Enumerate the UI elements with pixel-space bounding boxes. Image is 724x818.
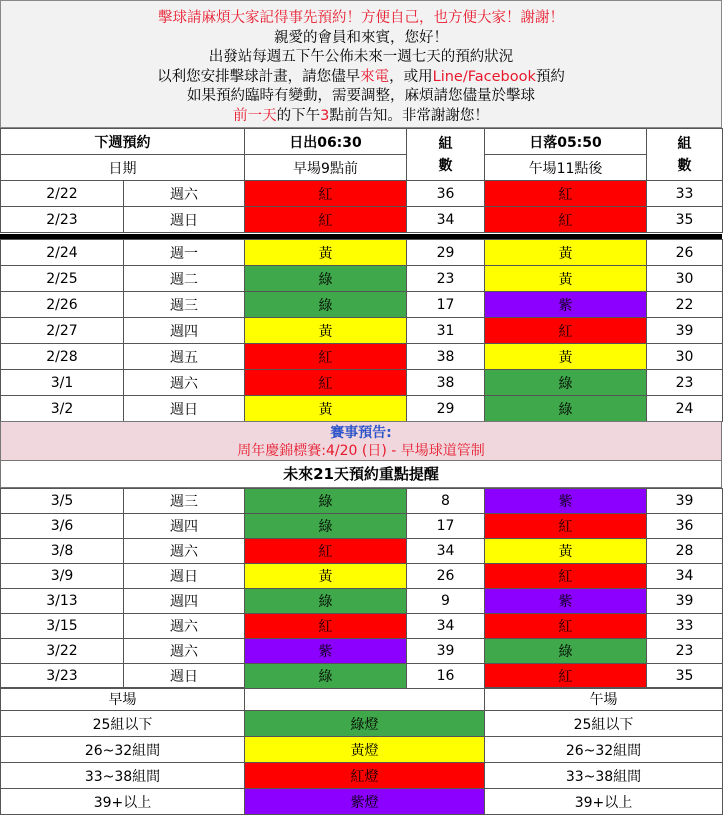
schedule-table-future xyxy=(0,488,723,689)
legend-range-afternoon: 26~32組間 xyxy=(485,737,723,763)
am-status-cell: 黃 xyxy=(245,564,407,589)
am-status-cell: 綠 xyxy=(245,292,407,318)
pm-group-count: 34 xyxy=(647,564,723,589)
header-phone-text: 來電 xyxy=(360,68,390,85)
am-status-cell: 紅 xyxy=(245,207,407,233)
row-weekday: 週四 xyxy=(124,589,245,614)
row-weekday: 週四 xyxy=(124,318,245,344)
future-rows xyxy=(1,489,723,689)
am-group-count: 16 xyxy=(407,664,485,689)
legend-range-morning: 26~32組間 xyxy=(1,737,245,763)
header-line-4-e: 預約 xyxy=(535,68,565,85)
row-weekday: 週六 xyxy=(124,181,245,207)
pm-status-cell: 綠 xyxy=(485,396,647,422)
row-date: 2/23 xyxy=(1,207,124,233)
legend-row xyxy=(1,763,723,789)
legend-light: 黃燈 xyxy=(245,737,485,763)
schedule-row xyxy=(1,240,723,266)
morning-note: 早場9點前 xyxy=(245,155,407,181)
legend-light: 紅燈 xyxy=(245,763,485,789)
am-group-count: 38 xyxy=(407,370,485,396)
event-notice xyxy=(0,421,722,461)
schedule-table-top xyxy=(0,128,723,233)
legend-afternoon-heading: 午場 xyxy=(485,688,723,711)
am-group-count: 9 xyxy=(407,589,485,614)
am-group-count: 39 xyxy=(407,639,485,664)
am-group-count: 8 xyxy=(407,489,485,514)
am-groups-heading xyxy=(407,129,485,181)
week-rows xyxy=(1,240,723,422)
schedule-table-week xyxy=(0,239,723,422)
legend-table xyxy=(0,687,723,815)
am-group-count: 38 xyxy=(407,344,485,370)
legend-rows xyxy=(1,711,723,815)
row-weekday: 週日 xyxy=(124,664,245,689)
row-date: 3/1 xyxy=(1,370,124,396)
am-groups-text: 組 數 xyxy=(438,135,453,174)
sunrise-heading: 日出06:30 xyxy=(245,129,407,155)
am-group-count: 31 xyxy=(407,318,485,344)
legend-range-afternoon: 25組以下 xyxy=(485,711,723,737)
header-line-3: 出發站每週五下午公佈未來一週七天的預約狀況 xyxy=(208,49,514,65)
am-group-count: 34 xyxy=(407,614,485,639)
pm-status-cell: 黃 xyxy=(485,266,647,292)
legend-range-morning: 33~38組間 xyxy=(1,763,245,789)
pm-status-cell: 紫 xyxy=(485,589,647,614)
row-weekday: 週六 xyxy=(124,370,245,396)
afternoon-note: 午場11點後 xyxy=(485,155,647,181)
next-week-heading: 下週預約 xyxy=(1,129,245,155)
legend-range-afternoon: 33~38組間 xyxy=(485,763,723,789)
header-day-before: 前一天 xyxy=(233,107,277,124)
schedule-row xyxy=(1,639,723,664)
pm-groups-heading xyxy=(647,129,723,181)
row-date: 3/23 xyxy=(1,664,124,689)
pm-status-cell: 紅 xyxy=(485,664,647,689)
am-group-count: 34 xyxy=(407,207,485,233)
future-heading: 未來21天預約重點提醒 xyxy=(0,461,722,488)
row-weekday: 週日 xyxy=(124,564,245,589)
am-status-cell: 黃 xyxy=(245,396,407,422)
row-date: 2/28 xyxy=(1,344,124,370)
pm-status-cell: 黃 xyxy=(485,240,647,266)
am-group-count: 26 xyxy=(407,564,485,589)
pm-status-cell: 紫 xyxy=(485,292,647,318)
header-line-1: 擊球請麻煩大家記得事先預約！方便自己，也方便大家！謝謝！ xyxy=(158,10,564,26)
row-date: 3/22 xyxy=(1,639,124,664)
am-group-count: 36 xyxy=(407,181,485,207)
am-status-cell: 紅 xyxy=(245,614,407,639)
header-line-4-a: 以利您安排擊球計畫，請您儘早 xyxy=(157,68,361,85)
legend-morning-heading: 早場 xyxy=(1,688,245,711)
pm-group-count: 26 xyxy=(647,240,723,266)
legend-row xyxy=(1,737,723,763)
am-status-cell: 黃 xyxy=(245,318,407,344)
row-date: 2/27 xyxy=(1,318,124,344)
pm-group-count: 30 xyxy=(647,266,723,292)
row-date: 3/9 xyxy=(1,564,124,589)
am-status-cell: 綠 xyxy=(245,664,407,689)
row-weekday: 週六 xyxy=(124,639,245,664)
legend-spacer xyxy=(245,688,485,711)
legend-range-morning: 25組以下 xyxy=(1,711,245,737)
pm-group-count: 30 xyxy=(647,344,723,370)
row-date: 2/26 xyxy=(1,292,124,318)
pm-group-count: 23 xyxy=(647,370,723,396)
pm-status-cell: 紅 xyxy=(485,564,647,589)
am-status-cell: 綠 xyxy=(245,514,407,539)
pm-group-count: 39 xyxy=(647,318,723,344)
pm-status-cell: 紅 xyxy=(485,514,647,539)
row-weekday: 週二 xyxy=(124,266,245,292)
am-status-cell: 紅 xyxy=(245,370,407,396)
pm-status-cell: 黃 xyxy=(485,344,647,370)
pm-status-cell: 黃 xyxy=(485,539,647,564)
am-status-cell: 紫 xyxy=(245,639,407,664)
row-date: 3/13 xyxy=(1,589,124,614)
header-line-6-b: 的下午 xyxy=(276,107,321,124)
pm-status-cell: 綠 xyxy=(485,370,647,396)
row-date: 2/25 xyxy=(1,266,124,292)
pm-status-cell: 紅 xyxy=(485,614,647,639)
pm-status-cell: 紅 xyxy=(485,181,647,207)
header-line-2: 親愛的會員和來賓，您好！ xyxy=(274,29,448,46)
row-weekday: 週五 xyxy=(124,344,245,370)
pm-group-count: 22 xyxy=(647,292,723,318)
schedule-row xyxy=(1,292,723,318)
pm-group-count: 24 xyxy=(647,396,723,422)
schedule-row xyxy=(1,266,723,292)
am-group-count: 17 xyxy=(407,514,485,539)
row-weekday: 週日 xyxy=(124,396,245,422)
top-rows xyxy=(1,181,723,233)
header-line-5: 如果預約臨時有變動，需要調整，麻煩請您儘量於擊球 xyxy=(187,88,535,104)
am-status-cell: 綠 xyxy=(245,489,407,514)
pm-status-cell: 紅 xyxy=(485,207,647,233)
schedule-row xyxy=(1,564,723,589)
legend-range-morning: 39+以上 xyxy=(1,789,245,815)
am-status-cell: 黃 xyxy=(245,240,407,266)
pm-group-count: 35 xyxy=(647,207,723,233)
row-weekday: 週三 xyxy=(124,489,245,514)
row-date: 3/15 xyxy=(1,614,124,639)
pm-group-count: 23 xyxy=(647,639,723,664)
am-status-cell: 紅 xyxy=(245,539,407,564)
am-group-count: 29 xyxy=(407,240,485,266)
pm-status-cell: 綠 xyxy=(485,639,647,664)
row-date: 3/6 xyxy=(1,514,124,539)
pm-group-count: 33 xyxy=(647,614,723,639)
row-date: 2/24 xyxy=(1,240,124,266)
header-line-facebook: Line/Facebook xyxy=(432,68,536,85)
am-group-count: 17 xyxy=(407,292,485,318)
am-group-count: 23 xyxy=(407,266,485,292)
schedule-row xyxy=(1,539,723,564)
row-date: 3/5 xyxy=(1,489,124,514)
am-group-count: 29 xyxy=(407,396,485,422)
pm-status-cell: 紅 xyxy=(485,318,647,344)
am-group-count: 34 xyxy=(407,539,485,564)
row-weekday: 週一 xyxy=(124,240,245,266)
date-heading: 日期 xyxy=(1,155,245,181)
schedule-row xyxy=(1,181,723,207)
pm-group-count: 33 xyxy=(647,181,723,207)
pm-group-count: 35 xyxy=(647,664,723,689)
header-line-6 xyxy=(1,107,721,127)
header-line-4-c: ，或用 xyxy=(389,68,433,85)
schedule-row xyxy=(1,318,723,344)
header-line-6-d: 點前告知。非常謝謝您！ xyxy=(329,107,489,124)
legend-row xyxy=(1,711,723,737)
row-weekday: 週三 xyxy=(124,292,245,318)
am-status-cell: 紅 xyxy=(245,344,407,370)
legend-light: 紫燈 xyxy=(245,789,485,815)
row-weekday: 週四 xyxy=(124,514,245,539)
schedule-row xyxy=(1,489,723,514)
pm-group-count: 39 xyxy=(647,489,723,514)
row-weekday: 週六 xyxy=(124,614,245,639)
schedule-row xyxy=(1,344,723,370)
pm-status-cell: 紫 xyxy=(485,489,647,514)
pm-group-count: 39 xyxy=(647,589,723,614)
row-weekday: 週六 xyxy=(124,539,245,564)
legend-range-afternoon: 39+以上 xyxy=(485,789,723,815)
sunset-heading: 日落05:50 xyxy=(485,129,647,155)
pm-groups-text: 組 數 xyxy=(677,135,692,174)
event-notice-title: 賽事預告: xyxy=(330,425,392,441)
pm-group-count: 28 xyxy=(647,539,723,564)
schedule-row xyxy=(1,664,723,689)
schedule-row xyxy=(1,614,723,639)
am-status-cell: 紅 xyxy=(245,181,407,207)
schedule-row xyxy=(1,589,723,614)
am-status-cell: 綠 xyxy=(245,589,407,614)
schedule-row xyxy=(1,514,723,539)
row-date: 2/22 xyxy=(1,181,124,207)
event-notice-text: 周年慶錦標賽:4/20 (日) - 早場球道管制 xyxy=(237,443,485,459)
header-line-4 xyxy=(1,68,721,88)
row-weekday: 週日 xyxy=(124,207,245,233)
notice-header xyxy=(0,0,722,128)
header-hour: 3 xyxy=(320,107,330,124)
row-date: 3/2 xyxy=(1,396,124,422)
legend-light: 綠燈 xyxy=(245,711,485,737)
schedule-row xyxy=(1,370,723,396)
am-status-cell: 綠 xyxy=(245,266,407,292)
legend-row xyxy=(1,789,723,815)
schedule-row xyxy=(1,207,723,233)
schedule-row xyxy=(1,396,723,422)
row-date: 3/8 xyxy=(1,539,124,564)
pm-group-count: 36 xyxy=(647,514,723,539)
